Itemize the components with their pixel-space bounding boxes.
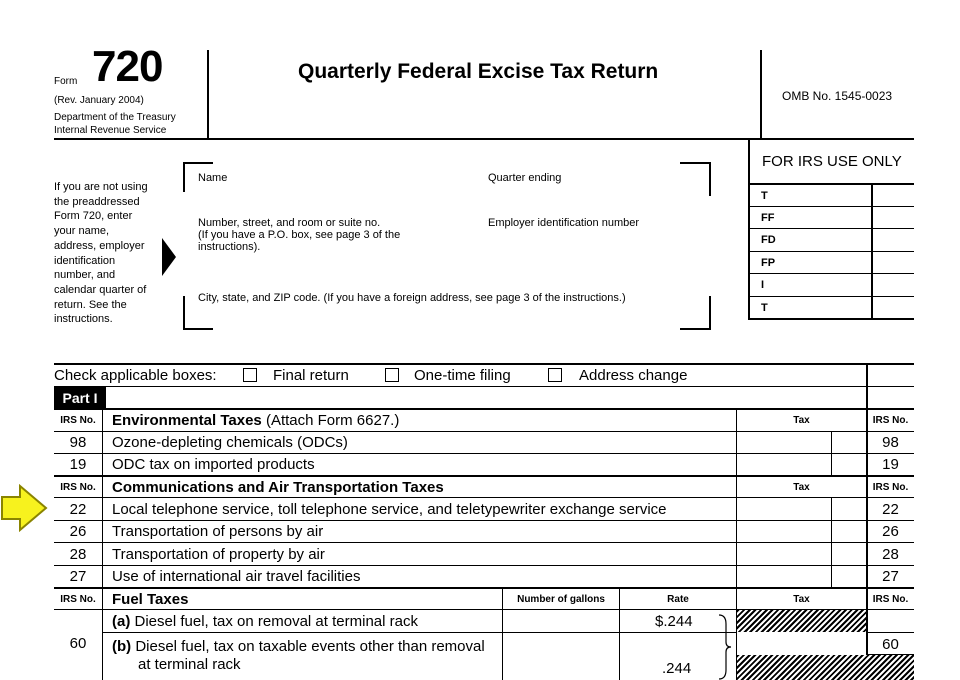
hatched-cell — [737, 655, 914, 680]
fuel-tax-amount-input[interactable] — [737, 633, 866, 655]
hatched-cell — [737, 610, 866, 632]
form-label: Form — [54, 76, 78, 87]
table-row-irs-no-right: 28 — [882, 545, 899, 563]
gallons-column-header: Number of gallons — [517, 593, 605, 605]
table-row-irs-no-right: 27 — [882, 568, 899, 585]
tax-amount-input[interactable] — [737, 454, 831, 475]
irs-code-ff: FF — [761, 211, 775, 224]
table-row-irs-no-right: 19 — [882, 456, 899, 473]
table-row-description: ODC tax on imported products — [112, 456, 315, 473]
irs-no-header: IRS No. — [60, 481, 96, 493]
bracket-brace-icon — [716, 614, 732, 680]
table-row-irs-no: 98 — [69, 434, 87, 451]
department-line-1: Department of the Treasury — [54, 112, 176, 123]
irs-code-fd: FD — [761, 234, 776, 246]
form-title: Quarterly Federal Excise Tax Return — [298, 60, 659, 83]
irs-no-header: IRS No. — [60, 415, 96, 426]
irs-no-header: IRS No. — [60, 593, 96, 605]
form-revision: (Rev. January 2004) — [54, 95, 144, 106]
fuel-a-rate: $.244 — [655, 612, 693, 630]
irs-no-header-right: IRS No. — [872, 593, 909, 605]
fuel-row-a-description: (a) Diesel fuel, tax on removal at terminal rack — [112, 612, 418, 630]
communications-taxes-heading: Communications and Air Transportation Taxes — [112, 478, 444, 496]
table-row-description: Transportation of property by air — [112, 545, 325, 563]
fuel-taxes-heading: Fuel Taxes — [112, 590, 189, 608]
irs-code-t: T — [761, 189, 768, 202]
department-line-2: Internal Revenue Service — [54, 125, 167, 136]
part-1-label: Part I — [54, 387, 106, 408]
tax-column-header: Tax — [793, 415, 810, 426]
address-change-label: Address change — [579, 367, 688, 384]
fuel-irs-no: 60 — [69, 634, 87, 652]
identity-instructions: If you are not using the preaddressed Form 720, enter your name, address, employer identification number, and calendar quarter of return. See the instructions. — [54, 181, 148, 326]
tax-amount-input[interactable] — [737, 543, 831, 565]
one-time-filing-checkbox[interactable] — [385, 368, 399, 382]
tax-amount-input[interactable] — [737, 498, 831, 520]
irs-code-fp: FP — [761, 256, 776, 269]
final-return-label: Final return — [273, 367, 349, 384]
tax-amount-input[interactable] — [737, 521, 831, 542]
highlight-arrow-icon — [0, 484, 48, 532]
table-row-description: Ozone-depleting chemicals (ODCs) — [112, 434, 348, 451]
table-row-irs-no-right: 22 — [882, 500, 899, 518]
environmental-taxes-heading: Environmental Taxes (Attach Form 6627.) — [112, 412, 400, 429]
table-row-description: Transportation of persons by air — [112, 523, 324, 540]
irs-use-only-title: FOR IRS USE ONLY — [762, 153, 902, 170]
fuel-row-b-description: (b) Diesel fuel, tax on taxable events other than removal at terminal rack — [112, 638, 485, 673]
irs-no-header-right: IRS No. — [872, 481, 909, 493]
quarter-ending-field[interactable]: Quarter ending — [488, 172, 562, 184]
tax-column-header: Tax — [793, 593, 810, 605]
ein-field[interactable]: Employer identification number — [488, 217, 640, 229]
table-row-irs-no: 28 — [69, 545, 87, 563]
city-state-zip-field[interactable]: City, state, and ZIP code. (If you have a foreign address, see page 3 of the instructions.) — [198, 292, 626, 304]
omb-number: OMB No. 1545-0023 — [782, 89, 893, 103]
check-boxes-label: Check applicable boxes: — [54, 367, 217, 384]
final-return-checkbox[interactable] — [243, 368, 257, 382]
irs-code-t-2: T — [761, 301, 768, 314]
table-row-irs-no: 26 — [69, 523, 87, 540]
fuel-b-rate: .244 — [662, 659, 692, 677]
tax-amount-input[interactable] — [737, 432, 831, 453]
fuel-b-gallons-input[interactable] — [503, 633, 619, 680]
table-row-irs-no-right: 26 — [882, 523, 899, 540]
irs-code-i: I — [761, 279, 765, 291]
form-number: 720 — [92, 42, 163, 91]
table-row-irs-no: 19 — [69, 456, 87, 473]
fuel-a-gallons-input[interactable] — [503, 610, 619, 632]
name-field[interactable]: Name — [198, 172, 228, 184]
one-time-filing-label: One-time filing — [414, 367, 511, 384]
street-address-field[interactable]: Number, street, and room or suite no. (If you have a P.O. box, see page 3 of the instructions). — [198, 217, 401, 253]
arrow-shape — [2, 486, 46, 530]
pointer-triangle-icon — [162, 238, 176, 276]
table-row-description: Local telephone service, toll telephone service, and teletypewriter exchange service — [112, 500, 667, 518]
tax-column-header: Tax — [793, 481, 810, 493]
table-row-description: Use of international air travel facilities — [112, 568, 361, 585]
table-row-irs-no: 27 — [69, 568, 87, 585]
address-change-checkbox[interactable] — [548, 368, 562, 382]
fuel-irs-no-right: 60 — [882, 635, 899, 653]
table-row-irs-no: 22 — [69, 500, 87, 518]
irs-no-header-right: IRS No. — [872, 415, 909, 426]
table-row-irs-no-right: 98 — [882, 434, 899, 451]
rate-column-header: Rate — [667, 593, 689, 605]
tax-amount-input[interactable] — [737, 566, 831, 587]
